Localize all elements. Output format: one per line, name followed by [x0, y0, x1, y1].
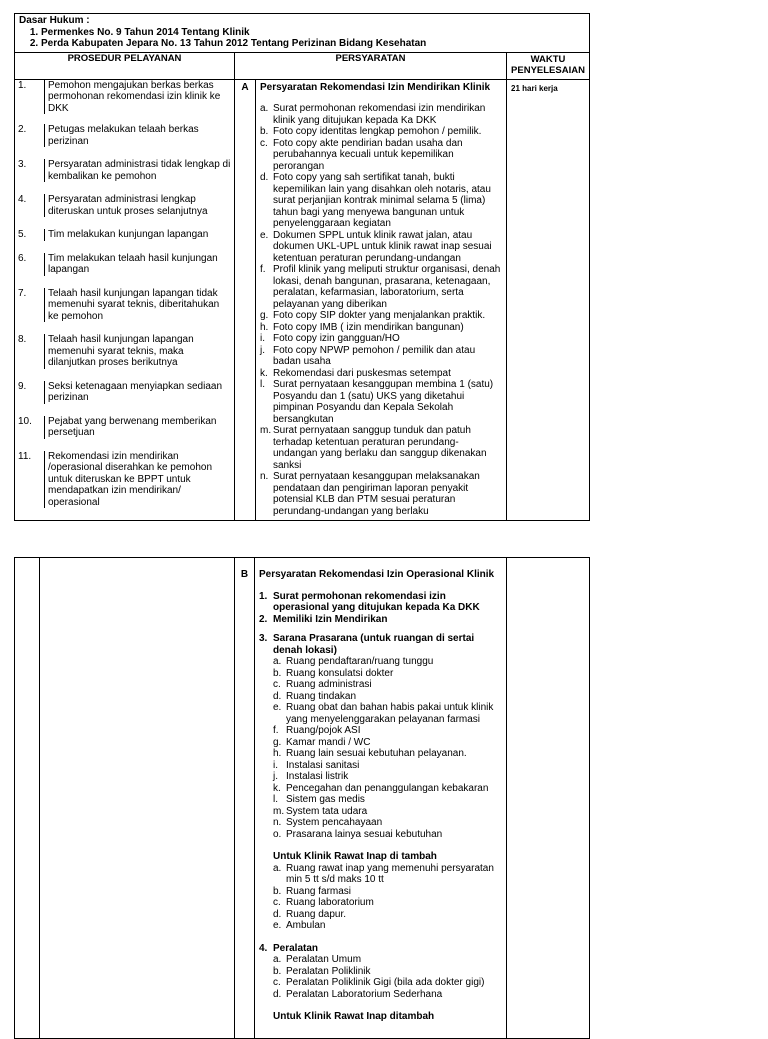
requirement-a-item-marker: k. — [260, 367, 268, 379]
room-item-text: Ruang obat dan bahan habis pakai untuk klinik yang menyelenggarakan pelayanan farmasi — [286, 702, 494, 725]
requirement-a-item-marker: i. — [260, 333, 265, 344]
requirement-a-item-marker: j. — [260, 344, 265, 356]
inpatient2-title: Untuk Klinik Rawat Inap ditambah — [273, 1011, 435, 1022]
room-item — [273, 668, 502, 680]
requirement-a-item-text: Surat permohonan rekomendasi izin mendirikan klinik yang ditujukan kepada Ka DKK — [273, 103, 486, 126]
requirement-a-item — [260, 264, 502, 310]
procedure-step-number: 10. — [15, 416, 45, 439]
procedure-step-number: 11. — [15, 451, 45, 509]
procedure-step-number: 2. — [15, 124, 45, 147]
procedure-step-text: Seksi ketenagaan menyiapkan sediaan perizinan — [48, 380, 223, 403]
requirement-a-item-text: Foto copy akte pendirian badan usaha dan perubahannya kecuali untuk kepemilikan perorangan — [273, 137, 463, 172]
room-item-marker: l. — [273, 794, 278, 805]
header-time: WAKTU PENYELESAIAN — [507, 52, 590, 79]
legal-basis-list — [19, 27, 585, 50]
procedure-step-text: Telaah hasil kunjungan lapangan tidak memenuhi syarat teknis, diberitahukan ke pemohon — [48, 287, 220, 322]
room-item-text: Pencegahan dan penanggulangan kebakaran — [286, 782, 489, 794]
room-item-text: Instalasi sanitasi — [286, 759, 360, 771]
requirement-a-item-marker: e. — [260, 229, 269, 241]
room-item — [273, 817, 502, 829]
procedure-step-text: Petugas melakukan telaah berkas perizinan — [48, 124, 199, 147]
requirement-a-item — [260, 368, 502, 380]
equipment-item — [273, 977, 502, 989]
requirement-a-item-marker: n. — [260, 471, 269, 482]
inpatient-item-text: Ruang farmasi — [286, 885, 352, 897]
requirement-a-item-text: Rekomendasi dari puskesmas setempat — [273, 367, 451, 379]
section-b-title: Persyaratan Rekomendasi Izin Operasional Klinik — [259, 569, 495, 580]
room-item-marker: g. — [273, 736, 282, 748]
inpatient-item-text: Ruang laboratorium — [286, 897, 374, 908]
room-item-text: Ruang/pojok ASI — [286, 725, 361, 736]
section-b-item-2: Memiliki Izin Mendirikan — [273, 613, 388, 625]
requirement-a-item-marker: b. — [260, 126, 269, 137]
room-item-text: Prasarana lainya sesuai kebutuhan — [286, 828, 443, 840]
legal-basis-title: Dasar Hukum : — [19, 15, 90, 26]
sop-table-page-1 — [14, 13, 590, 521]
header-procedure: PROSEDUR PELAYANAN — [15, 52, 235, 79]
room-item-marker: e. — [273, 702, 282, 713]
room-item — [273, 656, 502, 668]
equipment-item — [273, 966, 502, 978]
room-item-marker: j. — [273, 771, 278, 782]
room-item-text: Ruang konsulatsi dokter — [286, 667, 394, 679]
requirement-a-item — [260, 230, 502, 265]
blank-procedure-cell — [40, 558, 235, 1039]
requirement-a-item-text: Foto copy IMB ( izin mendirikan bangunan) — [273, 321, 464, 333]
room-item — [273, 691, 502, 703]
section-a-title: Persyaratan Rekomendasi Izin Mendirikan Klinik — [260, 81, 491, 93]
room-item-text: Instalasi listrik — [286, 771, 349, 782]
equipment-item — [273, 954, 502, 966]
procedure-step — [15, 194, 234, 217]
room-item — [273, 748, 502, 760]
room-item-marker: k. — [273, 782, 281, 794]
room-item-marker: d. — [273, 690, 282, 702]
procedure-list — [15, 80, 234, 521]
header-requirements: PERSYARATAN — [235, 52, 507, 79]
room-item-text: Ruang administrasi — [286, 679, 372, 690]
procedure-step-text: Telaah hasil kunjungan lapangan memenuhi syarat teknis, maka dilanjutkan proses berikutnya — [48, 334, 194, 368]
equipment-item-text: Peralatan Umum — [286, 954, 362, 965]
procedure-step-number: 3. — [15, 159, 45, 182]
requirement-a-item — [260, 333, 502, 345]
procedure-step — [15, 80, 234, 115]
requirement-a-item-marker: g. — [260, 310, 269, 321]
inpatient-item-marker: e. — [273, 920, 282, 931]
procedure-step — [15, 381, 234, 404]
room-item-text: Kamar mandi / WC — [286, 736, 371, 748]
equipment-item-marker: b. — [273, 965, 282, 977]
inpatient-item-marker: b. — [273, 885, 282, 897]
requirement-a-item-text: Foto copy yang sah sertifikat tanah, bukti kepemilikan lain yang disahkan oleh notaris, atau surat perjanjian kontrak minimal selama 5 (lima) tahun bagi yang menyewa bangunan untuk penyelenggaraan kegiatan — [273, 172, 491, 229]
equipment-item-text: Peralatan Poliklinik — [286, 965, 371, 977]
room-item-marker: f. — [273, 725, 279, 736]
inpatient-item — [273, 897, 502, 909]
requirement-a-item-marker: a. — [260, 103, 269, 114]
room-item — [273, 737, 502, 749]
room-item — [273, 806, 502, 818]
room-item — [273, 760, 502, 772]
requirement-a-item-text: Foto copy identitas lengkap pemohon / pemilik. — [273, 126, 482, 137]
room-item-marker: b. — [273, 667, 282, 679]
requirements-b-cell: Persyaratan Rekomendasi Izin Operasional Klinik 1. Surat permohonan rekomendasi izin operasional yang ditujukan kepada Ka DKK 2. Memiliki Izin Mendirikan 3. Sarana Prasarana (untuk ruangan di sertai denah lokasi) a. Ruang pendaftaran/ruang tunggu b. Ruang konsulatsi dokter c. Ruang administrasi d. Ruang tindakan e. Ruang obat dan bahan habis pakai untuk klinik yang menyelenggarakan pelayanan farmasi f. Ruang/pojok ASI g. Kamar mandi / WC h. Ruang lain sesuai kebutuhan pelayanan. i. Instalasi sanitasi j. Instalasi listrik k. Pencegahan dan penanggulangan kebakaran l. Sistem gas medis m. System tata udara n. System pencahayaan o. Prasarana lainya sesuai kebutuhan Untuk Klinik Rawat Inap di tambah a. Ruang rawat inap yang memenuhi persyaratan min 5 tt s/d maks 10 tt b. Ruang farmasi c. Ruang laboratorium d. Ruang dapur. e. Ambulan 4. Peralatan a. Peralatan Umum b. Peralatan Poliklinik c. Peralatan Poliklinik Gigi (bila ada dokter gigi) d. Peralatan Laboratorium Sederhana Untuk Klinik Rawat Inap ditambah — [255, 558, 507, 1039]
inpatient-item — [273, 909, 502, 921]
legal-basis-item: 1. Permenkes No. 9 Tahun 2014 Tentang Klinik — [41, 27, 585, 39]
procedure-step — [15, 253, 234, 276]
equipment-item-text: Peralatan Laboratorium Sederhana — [286, 988, 443, 1000]
procedure-step-text: Persyaratan administrasi lengkap diteruskan untuk proses selanjutnya — [48, 194, 208, 217]
section-b-letter: B — [235, 558, 255, 1039]
requirement-a-item-marker: f. — [260, 264, 266, 275]
procedure-step-text: Rekomendasi izin mendirikan /operasional diserahkan ke pemohon untuk diteruskan ke BPPT untuk mendapatkan izin mendirikan/ operasional — [48, 450, 212, 508]
room-item-text: Ruang lain sesuai kebutuhan pelayanan. — [286, 748, 467, 759]
section-a-letter: A — [235, 80, 256, 520]
procedure-step-number: 7. — [15, 288, 45, 323]
equipment-item — [273, 989, 502, 1001]
requirement-a-item — [260, 172, 502, 230]
requirement-a-item-marker: c. — [260, 137, 268, 149]
requirement-a-item-text: Surat pernyataan kesanggupan melaksanakan pendataan dan pengiriman laporan penyakit potensial KLB dan PTM sesuai peraturan perundang-undangan yang berlaku — [273, 471, 480, 517]
procedure-step — [15, 334, 234, 369]
room-item-text: System pencahayaan — [286, 817, 383, 828]
requirement-a-item — [260, 345, 502, 368]
room-item — [273, 679, 502, 691]
equipment-item-marker: c. — [273, 977, 281, 988]
procedure-step-text: Persyaratan administrasi tidak lengkap di kembalikan ke pemohon — [48, 159, 231, 182]
equipment-item-marker: a. — [273, 954, 282, 965]
room-item-text: Sistem gas medis — [286, 794, 365, 805]
room-item — [273, 725, 502, 737]
room-item — [273, 794, 502, 806]
requirement-a-item — [260, 471, 502, 517]
procedure-step-number: 5. — [15, 229, 45, 241]
blank-time-cell — [507, 558, 590, 1039]
equipment-item-marker: d. — [273, 988, 282, 1000]
requirement-a-item — [260, 322, 502, 334]
procedure-step-text: Tim melakukan telaah hasil kunjungan lapangan — [48, 252, 218, 275]
room-item-marker: m. — [273, 805, 285, 817]
requirement-a-item — [260, 103, 502, 126]
requirement-a-item-marker: m. — [260, 425, 272, 436]
requirement-a-item — [260, 425, 502, 471]
room-item-text: Ruang tindakan — [286, 690, 357, 702]
procedure-step — [15, 124, 234, 147]
procedure-step-text: Tim melakukan kunjungan lapangan — [48, 229, 209, 240]
requirement-a-item-marker: d. — [260, 172, 269, 183]
requirement-a-item-text: Foto copy NPWP pemohon / pemilik dan atau badan usaha — [273, 344, 476, 367]
room-item — [273, 783, 502, 795]
requirement-a-item — [260, 138, 502, 173]
blank-number-cell — [15, 558, 40, 1039]
procedure-step-number: 6. — [15, 253, 45, 276]
requirement-a-item — [260, 379, 502, 425]
inpatient-item — [273, 886, 502, 898]
procedure-step — [15, 288, 234, 323]
inpatient-title: Untuk Klinik Rawat Inap di tambah — [273, 851, 437, 862]
requirement-a-item — [260, 310, 502, 322]
procedure-step-number: 9. — [15, 381, 45, 404]
section-b-item-3: Sarana Prasarana (untuk ruangan di sertai denah lokasi) — [273, 633, 475, 656]
procedure-step-number: 8. — [15, 334, 45, 369]
inpatient-item — [273, 920, 502, 932]
room-item-marker: c. — [273, 679, 281, 690]
equipment-list — [259, 954, 502, 1000]
inpatient-list — [259, 863, 502, 932]
inpatient-item — [273, 863, 502, 886]
requirement-a-item — [260, 126, 502, 138]
room-item — [273, 771, 502, 783]
requirement-a-item-text: Dokumen SPPL untuk klinik rawat jalan, atau dokumen UKL-UPL untuk klinik rawat inap sesuai ketentuan peraturan perundang-undangan — [273, 229, 492, 264]
procedure-step — [15, 416, 234, 439]
equipment-item-text: Peralatan Poliklinik Gigi (bila ada dokter gigi) — [286, 977, 485, 988]
section-a-list — [260, 103, 502, 517]
room-item — [273, 702, 502, 725]
inpatient-item-text: Ruang dapur. — [286, 908, 347, 920]
room-item-marker: n. — [273, 817, 282, 828]
inpatient-item-text: Ruang rawat inap yang memenuhi persyaratan min 5 tt s/d maks 10 tt — [286, 862, 494, 885]
room-item — [273, 829, 502, 841]
sop-table-page-2 — [14, 557, 590, 1039]
procedure-cell — [15, 79, 235, 521]
requirement-a-item-marker: l. — [260, 379, 265, 390]
room-item-text: System tata udara — [286, 805, 368, 817]
section-b-item-4: Peralatan — [273, 942, 319, 954]
completion-time: 21 hari kerja — [507, 79, 590, 521]
legal-basis-item: 2. Perda Kabupaten Jepara No. 13 Tahun 2012 Tentang Perizinan Bidang Kesehatan — [41, 38, 585, 50]
legal-basis — [15, 14, 590, 53]
procedure-step-number: 4. — [15, 194, 45, 217]
procedure-step-text: Pejabat yang berwenang memberikan persetjuan — [48, 415, 217, 438]
inpatient-item-marker: d. — [273, 908, 282, 920]
room-item-text: Ruang pendaftaran/ruang tunggu — [286, 656, 434, 667]
room-item-marker: o. — [273, 828, 282, 840]
requirement-a-item-text: Foto copy izin gangguan/HO — [273, 333, 400, 344]
procedure-step — [15, 159, 234, 182]
procedure-step-number: 1. — [15, 80, 45, 115]
room-item-marker: h. — [273, 748, 282, 759]
rooms-list — [259, 656, 502, 840]
room-item-marker: i. — [273, 759, 278, 771]
procedure-step — [15, 229, 234, 241]
requirement-a-item-text: Profil klinik yang meliputi struktur organisasi, denah lokasi, denah bangunan, prasarana, ketenagaan, peralatan, kefarmasian, laboratorium, serta pelayanan yang diberikan — [273, 264, 501, 310]
requirement-a-item-text: Foto copy SIP dokter yang menjalankan praktik. — [273, 310, 486, 321]
requirement-a-item-text: Surat pernyataan sanggup tunduk dan patuh terhadap ketentuan peraturan perundang-undangan yang berlaku dan sanggup dikenakan sanksi — [273, 425, 487, 471]
requirements-a-cell — [235, 79, 507, 521]
section-b-item-1: Surat permohonan rekomendasi izin operasional yang ditujukan kepada Ka DKK — [273, 590, 480, 613]
room-item-marker: a. — [273, 656, 282, 667]
inpatient-item-text: Ambulan — [286, 920, 326, 931]
inpatient-item-marker: c. — [273, 897, 281, 908]
inpatient-item-marker: a. — [273, 862, 282, 874]
requirement-a-item-marker: h. — [260, 321, 269, 333]
procedure-step — [15, 451, 234, 509]
requirement-a-item-text: Surat pernyataan kesanggupan membina 1 (satu) Posyandu dan 1 (satu) UKS yang diketahui pimpinan Posyandu dan Kepala Sekolah bersangkutan — [273, 379, 494, 425]
procedure-step-text: Pemohon mengajukan berkas berkas permohonan rekomendasi izin klinik ke DKK — [48, 79, 221, 114]
